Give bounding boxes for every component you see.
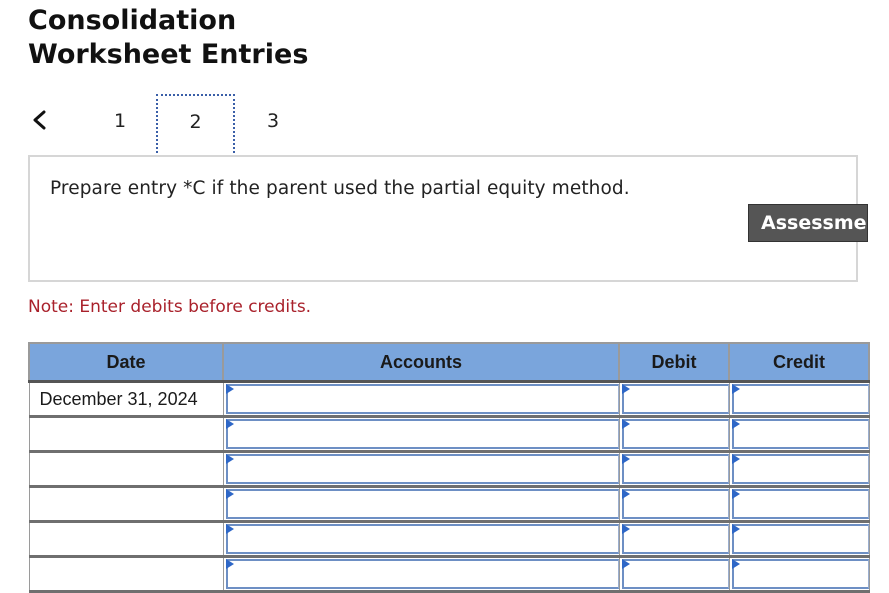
- table-row: [29, 417, 869, 452]
- debit-input[interactable]: [622, 559, 729, 589]
- credit-input[interactable]: [732, 559, 869, 589]
- credit-cell: [729, 417, 869, 452]
- credit-cell: [729, 487, 869, 522]
- table-row: [29, 557, 869, 592]
- date-cell: [29, 522, 223, 557]
- debit-input[interactable]: [622, 524, 729, 554]
- title-line-2: Worksheet Entries: [28, 39, 309, 70]
- date-cell: [29, 452, 223, 487]
- debit-input[interactable]: [622, 384, 729, 414]
- question-prompt-box: [28, 155, 889, 282]
- chevron-left-icon: [28, 108, 52, 132]
- account-input[interactable]: [226, 524, 619, 554]
- credit-cell: [729, 382, 869, 417]
- debit-cell: [619, 382, 729, 417]
- account-input[interactable]: [226, 384, 619, 414]
- account-input[interactable]: [226, 419, 619, 449]
- account-input[interactable]: [226, 489, 619, 519]
- debit-cell: [619, 557, 729, 592]
- account-cell: [223, 557, 619, 592]
- table-header-row: [29, 343, 869, 382]
- debit-cell: [619, 417, 729, 452]
- page-2-current[interactable]: 2: [156, 94, 235, 157]
- account-cell: [223, 382, 619, 417]
- title-line-1: Consolidation: [28, 5, 237, 36]
- date-cell: [29, 487, 223, 522]
- table-row: [29, 487, 869, 522]
- debit-input[interactable]: [622, 489, 729, 519]
- account-cell: [223, 417, 619, 452]
- credit-input[interactable]: [732, 489, 869, 519]
- date-cell: [29, 557, 223, 592]
- credit-cell: [729, 557, 869, 592]
- entry-note: Note: Enter debits before credits.: [28, 297, 312, 317]
- debit-cell: [619, 452, 729, 487]
- account-cell: [223, 487, 619, 522]
- table-row: [29, 452, 869, 487]
- table-row: [29, 382, 869, 417]
- account-cell: [223, 522, 619, 557]
- column-header-date: Date: [29, 343, 223, 382]
- debit-cell: [619, 487, 729, 522]
- debit-input[interactable]: [622, 454, 729, 484]
- page-title: [28, 4, 308, 72]
- journal-entry-table: [28, 342, 870, 593]
- account-cell: [223, 452, 619, 487]
- debit-cell: [619, 522, 729, 557]
- credit-input[interactable]: [732, 524, 869, 554]
- credit-input[interactable]: [732, 384, 869, 414]
- question-prompt-text: Prepare entry *C if the parent used the partial equity method.: [50, 178, 630, 199]
- credit-input[interactable]: [732, 419, 869, 449]
- column-header-credit: Credit: [729, 343, 869, 382]
- journal-entry-rows: [29, 382, 869, 592]
- pagination: [0, 90, 300, 160]
- page-3[interactable]: 3: [266, 110, 280, 132]
- previous-button[interactable]: [28, 108, 52, 132]
- debit-input[interactable]: [622, 419, 729, 449]
- credit-input[interactable]: [732, 454, 869, 484]
- assessment-button[interactable]: Assessment: [748, 204, 868, 242]
- date-cell: December 31, 2024: [29, 382, 223, 417]
- credit-cell: [729, 522, 869, 557]
- column-header-debit: Debit: [619, 343, 729, 382]
- credit-cell: [729, 452, 869, 487]
- page-1[interactable]: 1: [113, 110, 127, 132]
- account-input[interactable]: [226, 559, 619, 589]
- table-row: [29, 522, 869, 557]
- date-cell: [29, 417, 223, 452]
- account-input[interactable]: [226, 454, 619, 484]
- column-header-accounts: Accounts: [223, 343, 619, 382]
